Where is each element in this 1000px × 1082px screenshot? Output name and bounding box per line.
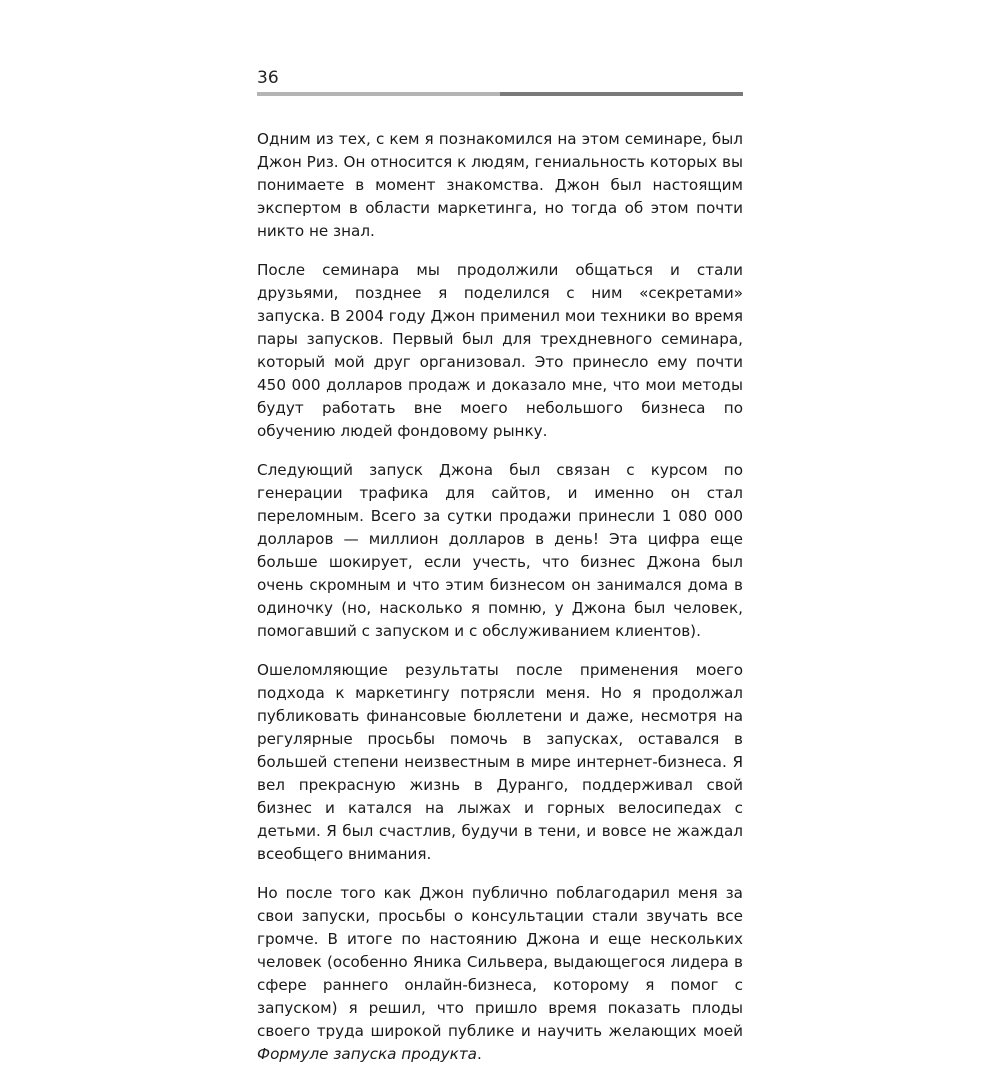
header-rule-light-segment <box>257 92 500 96</box>
paragraph-5 <box>257 882 743 1066</box>
book-title-emphasis: Формуле запуска продукта <box>257 1045 477 1063</box>
header-rule <box>257 92 743 96</box>
body-text <box>257 128 743 1082</box>
paragraph-4: Ошеломляющие результаты после применения моего подхода к маркетингу потрясли меня. Но я продолжал публиковать финансовые бюллетени и даже, несмотря на регулярные просьбы помочь в запусках, оставался в большей степени неизвестным в мире интернет-бизнеса. Я вел прекрасную жизнь в Дуранго, поддерживал свой бизнес и катался на лыжах и горных велосипедах с детьми. Я был счастлив, будучи в тени, и вовсе не жаждал всеобщего внимания. <box>257 661 743 863</box>
paragraph-5-text: Но после того как Джон публично поблагодарил меня за свои запуски, просьбы о консультации стали звучать все громче. В итоге по настоянию Джона и еще нескольких человек (особенно Яника Сильвера, выдающегося лидера в сфере раннего онлайн-бизнеса, которому я помог с запуском) я решил, что пришло время показать плоды своего труда широкой публике и научить желающих моей <box>257 884 743 1040</box>
header-rule-dark-segment <box>500 92 743 96</box>
page-number: 36 <box>257 68 279 88</box>
paragraph-1: Одним из тех, с кем я познакомился на этом семинаре, был Джон Риз. Он относится к людям, гениальность которых вы понимаете в момент знакомства. Джон был настоящим экспертом в области маркетинга, но тогда об этом почти никто не знал. <box>257 130 743 240</box>
paragraph-5-end: . <box>476 1045 482 1063</box>
paragraph-2: После семинара мы продолжили общаться и стали друзьями, позднее я поделился с ним «секретами» запуска. В 2004 году Джон применил мои техники во время пары запусков. Первый был для трехдневного семинара, который мой друг организовал. Это принесло ему почти 450 000 долларов продаж и доказало мне, что мои методы будут работать вне моего небольшого бизнеса по обучению людей фондовому рынку. <box>257 261 743 440</box>
paragraph-3: Следующий запуск Джона был связан с курсом по генерации трафика для сайтов, и именно он стал переломным. Всего за сутки продажи принесли 1 080 000 долларов — миллион долларов в день! Эта цифра еще больше шокирует, если учесть, что бизнес Джона был очень скромным и что этим бизнесом он занимался дома в одиночку (но, насколько я помню, у Джона был человек, помогавший с запуском и с обслуживанием клиентов). <box>257 461 743 640</box>
